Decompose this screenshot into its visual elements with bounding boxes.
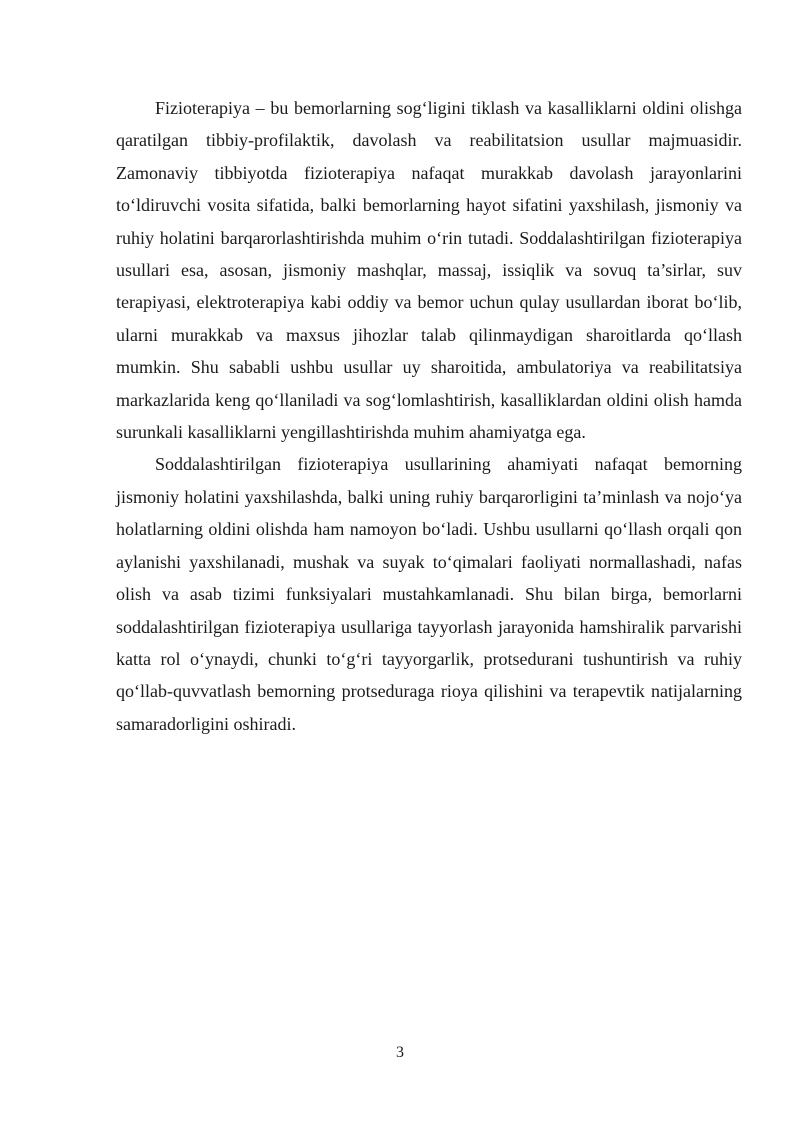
- paragraph-2: Soddalashtirilgan fizioterapiya usullarining ahamiyati nafaqat bemorning jismoniy holatini yaxshilashda, balki uning ruhiy barqarorligini ta’minlash va nojo‘ya holatlarning oldini olishda ham namoyon bo‘ladi. Ushbu usullarni qo‘llash orqali qon aylanishi yaxshilanadi, mushak va suyak to‘qimalari faoliyati normallashadi, nafas olish va asab tizimi funksiyalari mustahkamlanadi. Shu bilan birga, bemorlarni soddalashtirilgan fizioterapiya usullariga tayyorlash jarayonida hamshiralik parvarishi katta rol o‘ynaydi, chunki to‘g‘ri tayyorgarlik, protsedurani tushuntirish va ruhiy qo‘llab-quvvatlash bemorning protseduraga rioya qilishini va terapevtik natijalarning samaradorligini oshiradi.: [116, 454, 742, 734]
- page-number: 3: [396, 1044, 404, 1061]
- paragraph-1: Fizioterapiya – bu bemorlarning sog‘ligini tiklash va kasalliklarni oldini olishga qaratilgan tibbiy-profilaktik, davolash va reabilitatsion usullar majmuasidir. Zamonaviy tibbiyotda fizioterapiya nafaqat murakkab davolash jarayonlarini to‘ldiruvchi vosita sifatida, balki bemorlarning hayot sifatini yaxshilash, jismoniy va ruhiy holatini barqarorlashtirishda muhim o‘rin tutadi. Soddalashtirilgan fizioterapiya usullari esa, asosan, jismoniy mashqlar, massaj, issiqlik va sovuq ta’sirlar, suv terapiyasi, elektroterapiya kabi oddiy va bemor uchun qulay usullardan iborat bo‘lib, ularni murakkab va maxsus jihozlar talab qilinmaydigan sharoitlarda qo‘llash mumkin. Shu sababli ushbu usullar uy sharoitida, ambulatoriya va reabilitatsiya markazlarida keng qo‘llaniladi va sog‘lomlashtirish, kasalliklardan oldini olish hamda surunkali kasalliklarni yengillashtirishda muhim ahamiyatga ega.: [116, 98, 742, 443]
- body-text: [116, 92, 742, 740]
